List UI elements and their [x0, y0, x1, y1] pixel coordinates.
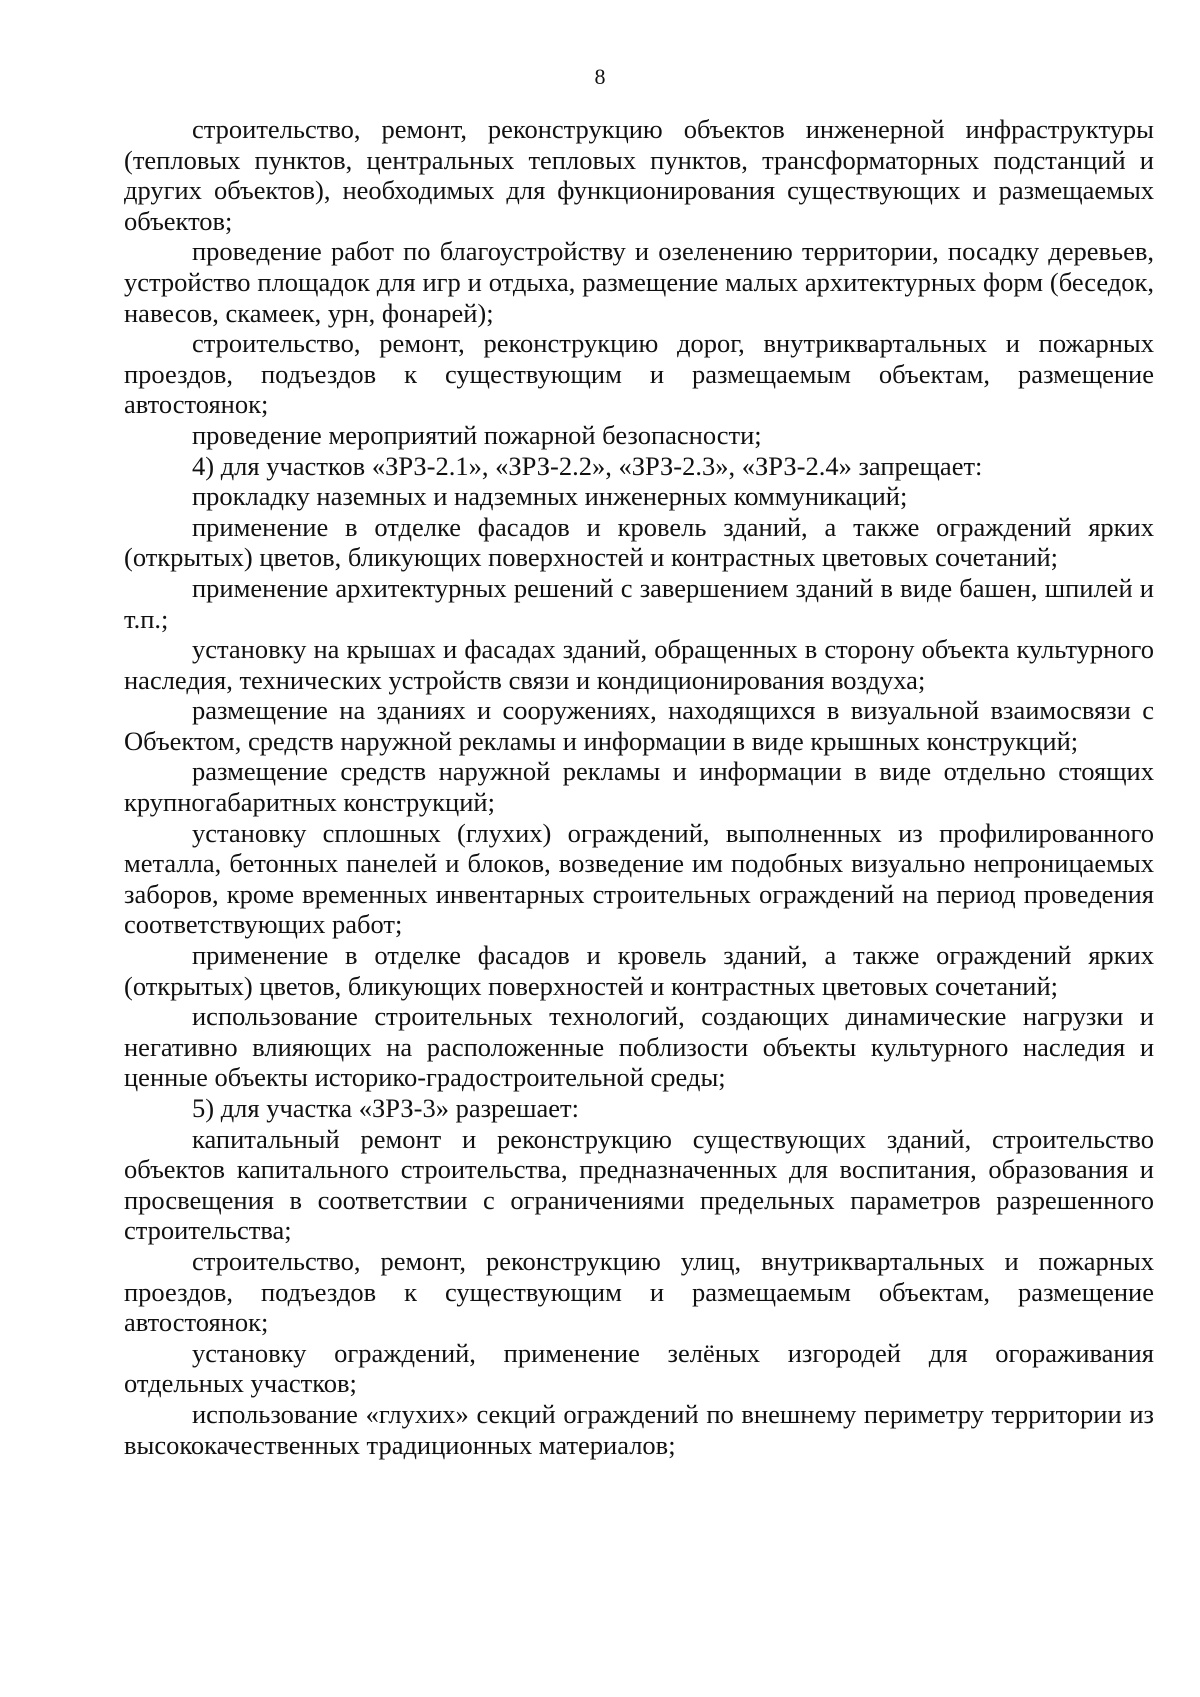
paragraph: проведение работ по благоустройству и озеленению территории, посадку деревьев, устройство площадок для игр и отдыха, размещение малых архитектурных форм (беседок, навесов, скамеек, урн, фонарей);: [124, 236, 1154, 328]
paragraph: размещение средств наружной рекламы и информации в виде отдельно стоящих крупногабаритных конструкций;: [124, 756, 1154, 818]
paragraph: применение в отделке фасадов и кровель зданий, а также ограждений ярких (открытых) цветов, бликующих поверхностей и контрастных цветовых сочетаний;: [124, 940, 1154, 1001]
paragraph: строительство, ремонт, реконструкцию улиц, внутриквартальных и пожарных проездов, подъездов к существующим и размещаемым объектам, размещение автостоянок;: [124, 1245, 1154, 1338]
paragraph: прокладку наземных и надземных инженерных коммуникаций;: [192, 481, 908, 512]
paragraph: применение архитектурных решений с завершением зданий в виде башен, шпилей и т.п.;: [124, 572, 1154, 634]
paragraph: применение в отделке фасадов и кровель зданий, а также ограждений ярких (открытых) цветов, бликующих поверхностей и контрастных цветовых сочетаний;: [124, 511, 1154, 573]
paragraph: проведение мероприятий пожарной безопасности;: [192, 419, 762, 450]
paragraph: установку на крышах и фасадах зданий, обращенных в сторону объекта культурного наследия, технических устройств связи и кондиционирования воздуха;: [124, 634, 1154, 695]
page-number: 8: [594, 64, 606, 89]
paragraph: установку сплошных (глухих) ограждений, выполненных из профилированного металла, бетонных панелей и блоков, возведение им подобных визуально непроницаемых заборов, кроме временных инвентарных строительных ограждений на период проведения соответствующих работ;: [124, 817, 1154, 940]
paragraph: строительство, ремонт, реконструкцию объектов инженерной инфраструктуры (тепловых пунктов, центральных тепловых пунктов, трансформаторных подстанций и других объектов), необходимых для функционирования существующих и размещаемых объектов;: [124, 114, 1154, 236]
paragraph: 4) для участков «ЗРЗ-2.1», «ЗРЗ-2.2», «ЗРЗ-2.3», «ЗРЗ-2.4» запрещает:: [192, 450, 983, 481]
paragraph: установку ограждений, применение зелёных изгородей для огораживания отдельных участков;: [124, 1337, 1154, 1399]
paragraph: капитальный ремонт и реконструкцию существующих зданий, строительство объектов капитального строительства, предназначенных для воспитания, образования и просвещения в соответствии с ограничениями предельных параметров разрешенного строительства;: [124, 1123, 1154, 1246]
paragraph: 5) для участка «ЗРЗ-3» разрешает:: [192, 1093, 579, 1123]
paragraph: строительство, ремонт, реконструкцию дорог, внутриквартальных и пожарных проездов, подъездов к существующим и размещаемым объектам, размещение автостоянок;: [124, 328, 1154, 420]
paragraph: использование строительных технологий, создающих динамические нагрузки и негативно влияющих на расположенные поблизости объекты культурного наследия и ценные объекты историко-градостроительной среды;: [124, 1001, 1154, 1093]
paragraph: использование «глухих» секций ограждений по внешнему периметру территории из высококачественных традиционных материалов;: [124, 1398, 1154, 1460]
body-text: [124, 114, 1154, 1460]
paragraph: размещение на зданиях и сооружениях, находящихся в визуальной взаимосвязи с Объектом, средств наружной рекламы и информации в виде крышных конструкций;: [124, 695, 1154, 756]
